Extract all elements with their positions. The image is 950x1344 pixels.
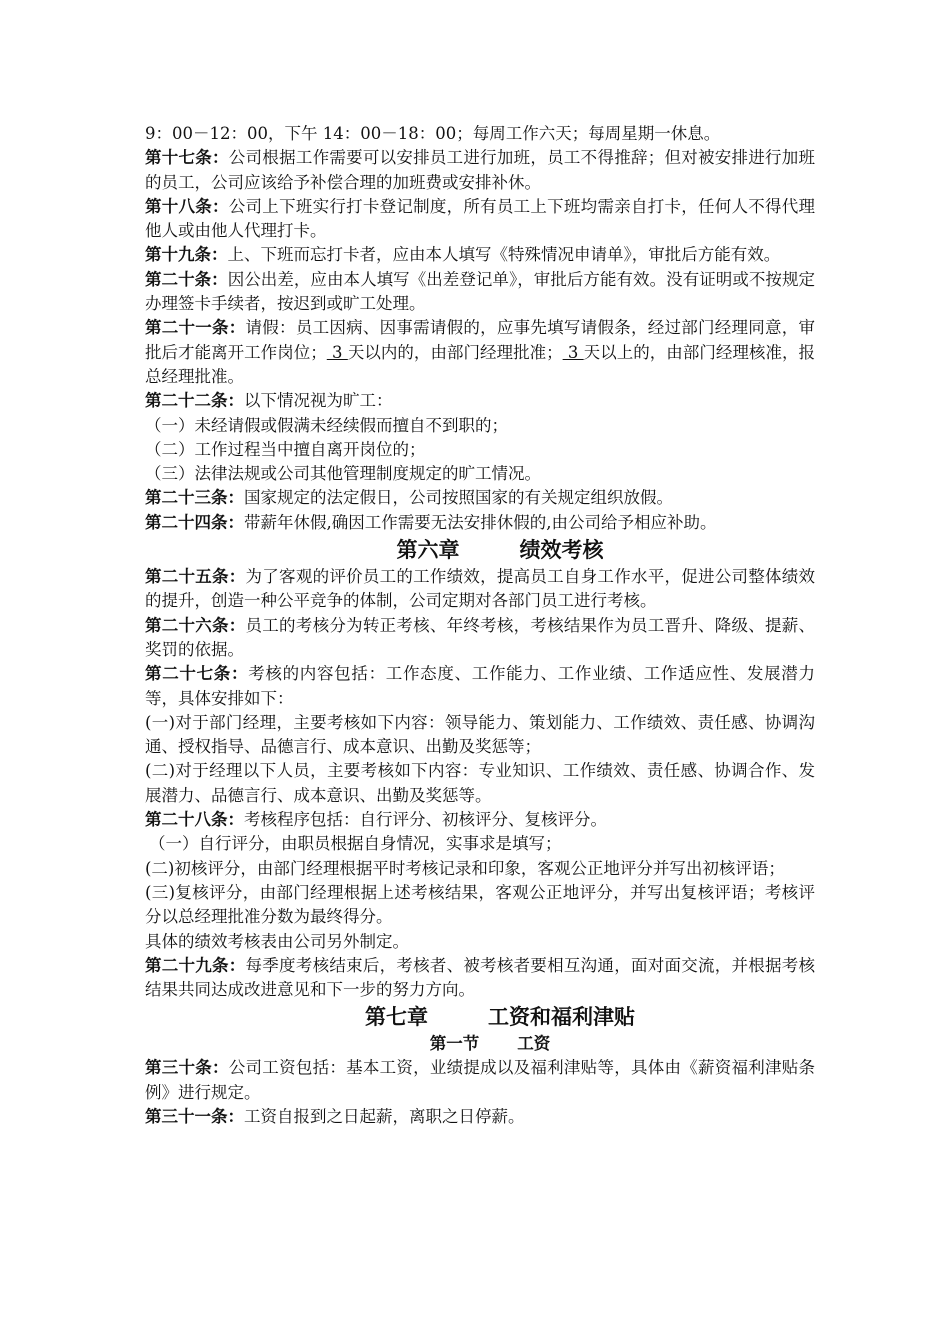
article-19-text: 上、下班而忘打卡者，应由本人填写《特殊情况申请单》，审批后方能有效。 — [227, 245, 781, 265]
article-22-item-2: （二）工作过程当中擅自离开岗位的； — [145, 439, 426, 459]
article-21 — [145, 316, 815, 389]
article-29-heading: 第二十九条： — [145, 955, 246, 975]
work-hours-line: 9：00－12：00，下午 14：00－18：00；每周工作六天；每周星期一休息。 — [145, 124, 721, 143]
article-28-heading: 第二十八条： — [145, 810, 244, 830]
article-22-item-1: （一）未经请假或假满未经续假而擅自不到职的； — [145, 415, 508, 435]
article-27-text: 考核的内容包括：工作态度、工作能力、工作业绩、工作适应性、发展潜力等，具体安排如下： — [145, 664, 816, 708]
article-26-text: 员工的考核分为转正考核、年终考核，考核结果作为员工晋升、降级、提薪、奖罚的依据。 — [145, 615, 816, 659]
article-21-heading: 第二十一条： — [145, 318, 246, 338]
article-28-note: 具体的绩效考核表由公司另外制定。 — [145, 931, 409, 951]
article-25-text: 为了客观的评价员工的工作绩效，提高员工自身工作水平，促进公司整体绩效的提升，创造一种公平竞争的体制，公司定期对各部门员工进行考核。 — [145, 567, 816, 611]
article-30 — [145, 1056, 815, 1105]
article-22 — [145, 389, 815, 413]
article-17 — [145, 146, 815, 195]
article-18-text: 公司上下班实行打卡登记制度，所有员工上下班均需亲自打卡，任何人不得代理他人或由他人代理打卡。 — [145, 196, 816, 241]
article-25 — [145, 565, 815, 614]
article-21-text-2: 天以内的，由部门经理批准； — [347, 342, 563, 362]
article-20-text: 因公出差，应由本人填写《出差登记单》，审批后方能有效。没有证明或不按规定办理签卡手续者，按迟到或旷工处理。 — [145, 269, 815, 314]
chapter-7-title — [145, 1002, 815, 1032]
article-24 — [145, 511, 815, 535]
article-28-item-2: (二)初核评分，由部门经理根据平时考核记录和印象，客观公正地评分并写出初核评语； — [145, 858, 785, 878]
article-26 — [145, 614, 815, 663]
article-17-text: 公司根据工作需要可以安排员工进行加班，员工不得推辞；但对被安排进行加班的员工，公司应该给予补偿合理的加班费或安排补休。 — [145, 148, 816, 192]
article-27-item-2: (二)对于经理以下人员，主要考核如下内容：专业知识、工作绩效、责任感、协调合作、发展潜力、品德言行、成本意识、出勤及奖惩等。 — [145, 761, 815, 805]
article-22-heading: 第二十二条： — [145, 391, 244, 411]
section-1-name: 工资 — [517, 1034, 551, 1054]
article-29-text: 每季度考核结束后，考核者、被考核者要相互沟通，面对面交流，并根据考核结果共同达成改进意见和下一步的努力方向。 — [145, 955, 816, 1000]
article-21-text-1: 请假：员工因病、因事需请假的，应事先填写请假条，经过部门经理同意，审批后才能离开工作岗位； — [145, 318, 816, 362]
article-31-text: 工资自报到之日起薪，离职之日停薪。 — [244, 1106, 525, 1126]
article-23-text: 国家规定的法定假日，公司按照国家的有关规定组织放假。 — [244, 488, 673, 508]
article-19 — [145, 243, 815, 267]
article-27-item-1: (一)对于部门经理，主要考核如下内容：领导能力、策划能力、工作绩效、责任感、协调沟通、授权指导、品德言行、成本意识、出勤及奖惩等； — [145, 712, 815, 757]
article-24-text: 带薪年休假,确因工作需要无法安排休假的,由公司给予相应补助。 — [244, 512, 717, 532]
article-20 — [145, 268, 815, 317]
article-25-heading: 第二十五条： — [145, 567, 246, 587]
article-31 — [145, 1105, 815, 1129]
article-22-text: 以下情况视为旷工： — [244, 391, 393, 411]
article-28-item-1: （一）自行评分，由职员根据自身情况，实事求是填写； — [149, 834, 562, 854]
article-19-heading: 第十九条： — [145, 245, 228, 265]
article-21-days-1: 3 — [326, 342, 348, 362]
article-23 — [145, 486, 815, 510]
chapter-6-number: 第六章 — [396, 537, 460, 563]
article-28-item-3: (三)复核评分，由部门经理根据上述考核结果，客观公正地评分，并写出复核评语；考核评分以总经理批准分数为最终得分。 — [145, 882, 815, 927]
document-page — [145, 122, 815, 1129]
article-20-heading: 第二十条： — [145, 269, 228, 289]
article-18 — [145, 195, 815, 244]
section-1-title — [145, 1032, 815, 1056]
article-28 — [145, 808, 815, 832]
chapter-6-name: 绩效考核 — [519, 537, 604, 563]
article-22-item-3: （三）法律法规或公司其他管理制度规定的旷工情况。 — [145, 464, 541, 484]
article-21-text-3: 天以上的，由部门经理核准，报总经理批准。 — [145, 342, 816, 386]
chapter-7-name: 工资和福利津贴 — [488, 1004, 635, 1030]
article-30-heading: 第三十条： — [145, 1058, 229, 1078]
article-27-heading: 第二十七条： — [145, 664, 249, 684]
article-17-heading: 第十七条： — [145, 148, 229, 168]
article-31-heading: 第三十一条： — [145, 1106, 244, 1126]
article-27 — [145, 662, 815, 711]
article-28-text: 考核程序包括：自行评分、初核评分、复核评分。 — [244, 810, 607, 830]
article-30-text: 公司工资包括：基本工资，业绩提成以及福利津贴等，具体由《薪资福利津贴条例》进行规定。 — [145, 1058, 816, 1102]
section-1-number: 第一节 — [429, 1034, 480, 1054]
article-21-days-2: 3 — [562, 342, 584, 362]
article-24-heading: 第二十四条： — [145, 512, 244, 532]
chapter-7-number: 第七章 — [365, 1004, 428, 1030]
chapter-6-title — [145, 535, 815, 565]
article-18-heading: 第十八条： — [145, 196, 229, 216]
article-26-heading: 第二十六条： — [145, 615, 246, 635]
article-29 — [145, 954, 815, 1003]
article-23-heading: 第二十三条： — [145, 488, 244, 508]
